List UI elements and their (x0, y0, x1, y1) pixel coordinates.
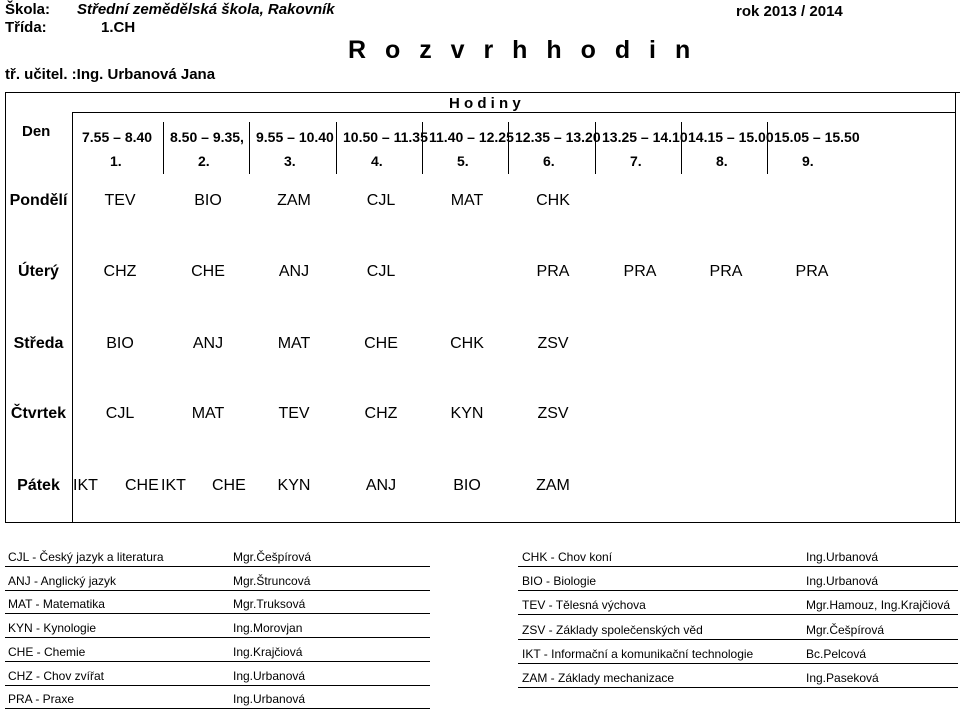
legend-teacher: Ing.Urbanová (806, 550, 879, 564)
day-name: Čtvrtek (10, 405, 67, 422)
subject-cell: PRA (623, 263, 657, 280)
lesson-time: 7.55 – 8.40 (82, 129, 153, 145)
school-name: Střední zemědělská škola, Rakovník (77, 1, 335, 18)
lesson-time: 9.55 – 10.40 (256, 129, 334, 145)
lesson-time: 8.50 – 9.35, (170, 129, 244, 145)
class-name: 1.CH (101, 19, 136, 36)
class-label: Třída: (5, 19, 47, 36)
subject-cell: ANJ (278, 263, 310, 280)
lesson-time: 10.50 – 11.35 (343, 129, 428, 145)
column-divider (336, 122, 337, 174)
legend-underline (518, 566, 958, 567)
lesson-time: 11.40 – 12.25 (429, 129, 514, 145)
subject-cell: PRA (795, 263, 829, 280)
legend-teacher: Mgr.Štruncová (233, 573, 311, 588)
legend-subject: BIO - Biologie (522, 574, 597, 589)
legend-teacher: Ing.Morovjan (233, 621, 303, 636)
legend-teacher: Bc.Pelcová (806, 646, 867, 661)
legend-teacher: Ing.Paseková (806, 671, 879, 685)
lesson-number: 7. (630, 153, 642, 169)
lesson-time: 14.15 – 15.00 (688, 129, 774, 145)
legend-underline (5, 661, 430, 662)
school-year: rok 2013 / 2014 (736, 3, 843, 20)
column-divider (249, 122, 250, 174)
lesson-number: 2. (198, 153, 210, 169)
legend-teacher: Mgr.Češpírová (806, 622, 885, 637)
subject-cell: CHK (536, 192, 570, 209)
legend-teacher: Ing.Urbanová (233, 692, 306, 707)
legend-subject: PRA - Praxe (8, 692, 75, 707)
subject-cell: CHE (364, 335, 398, 352)
class-teacher: tř. učitel. :Ing. Urbanová Jana (5, 66, 216, 83)
day-name: Pondělí (9, 192, 68, 209)
lesson-number: 5. (457, 153, 469, 169)
subject-cell: CHZ (364, 405, 398, 422)
legend-subject: TEV - Tělesná výchova (522, 598, 646, 613)
subject-cell: CHK (450, 335, 484, 352)
day-name: Pátek (17, 477, 60, 494)
legend-underline (5, 637, 430, 638)
subject-cell: IKT (73, 477, 98, 494)
subject-cell: IKT (161, 477, 186, 494)
subject-cell: KYN (450, 405, 484, 422)
subject-cell: MAT (191, 405, 225, 422)
legend-teacher: Mgr.Češpírová (233, 550, 312, 564)
legend-subject: ZSV - Základy společenských věd (522, 622, 703, 637)
subject-cell: CHE (212, 477, 246, 494)
school-label: Škola: (5, 1, 51, 18)
legend-underline (5, 566, 430, 567)
subject-cell: BIO (194, 192, 222, 209)
subject-cell: CJL (105, 405, 135, 422)
subject-cell: CJL (366, 263, 396, 280)
legend-subject: CJL - Český jazyk a literatura (8, 550, 164, 564)
legend-subject: CHE - Chemie (8, 644, 86, 659)
legend-teacher: Ing.Krajčiová (233, 644, 303, 659)
legend-underline (518, 663, 958, 664)
legend-subject: ANJ - Anglický jazyk (8, 573, 117, 588)
lesson-number: 8. (716, 153, 728, 169)
subject-cell: ANJ (192, 335, 224, 352)
lesson-number: 3. (284, 153, 296, 169)
legend-underline (518, 687, 958, 688)
subject-cell: KYN (277, 477, 311, 494)
legend-teacher: Ing.Urbanová (233, 668, 306, 683)
lesson-number: 1. (110, 153, 122, 169)
legend-teacher: Mgr.Truksová (233, 597, 306, 612)
subject-cell: BIO (453, 477, 481, 494)
legend-underline (5, 685, 430, 686)
lesson-number: 6. (543, 153, 555, 169)
subject-cell: ZSV (537, 405, 569, 422)
subject-cell: MAT (277, 335, 311, 352)
column-divider (163, 122, 164, 174)
day-name: Středa (13, 335, 64, 352)
subject-cell: ZAM (277, 192, 311, 209)
legend-subject: CHK - Chov koní (522, 550, 613, 564)
legend-teacher: Mgr.Hamouz, Ing.Krajčiová (806, 598, 951, 613)
lesson-number: 4. (371, 153, 383, 169)
legend-underline (518, 590, 958, 591)
legend-subject: ZAM - Základy mechanizace (522, 671, 675, 685)
subject-cell: ZAM (536, 477, 570, 494)
hours-header: H o d i n y (449, 95, 521, 112)
legend-underline (518, 639, 958, 640)
legend-subject: CHZ - Chov zvířat (8, 668, 105, 683)
subject-cell: CHE (125, 477, 159, 494)
legend-underline (5, 590, 430, 591)
legend-underline (518, 614, 958, 615)
subject-cell: PRA (536, 263, 570, 280)
legend-underline (5, 613, 430, 614)
subject-cell: TEV (104, 192, 136, 209)
lesson-time: 12.35 – 13.20 (515, 129, 601, 145)
legend-underline (5, 708, 430, 709)
subject-cell: MAT (450, 192, 484, 209)
subject-cell: ZSV (537, 335, 569, 352)
day-name: Úterý (18, 263, 59, 280)
subject-cell: CJL (366, 192, 396, 209)
legend-teacher: Ing.Urbanová (806, 574, 879, 589)
subject-cell: CHZ (103, 263, 137, 280)
subject-cell: ANJ (365, 477, 397, 494)
subject-cell: BIO (106, 335, 134, 352)
subject-cell: TEV (278, 405, 310, 422)
subject-cell: PRA (709, 263, 743, 280)
lesson-time: 15.05 – 15.50 (774, 129, 860, 145)
legend-subject: MAT - Matematika (8, 597, 105, 612)
legend-subject: IKT - Informační a komunikační technologie (522, 646, 754, 661)
lesson-number: 9. (802, 153, 814, 169)
subject-cell: CHE (191, 263, 225, 280)
page-title: R o z v r h h o d i n (348, 36, 697, 64)
day-column-header: Den (22, 123, 51, 140)
legend-subject: KYN - Kynologie (8, 621, 97, 636)
lesson-time: 13.25 – 14.10 (602, 129, 688, 145)
